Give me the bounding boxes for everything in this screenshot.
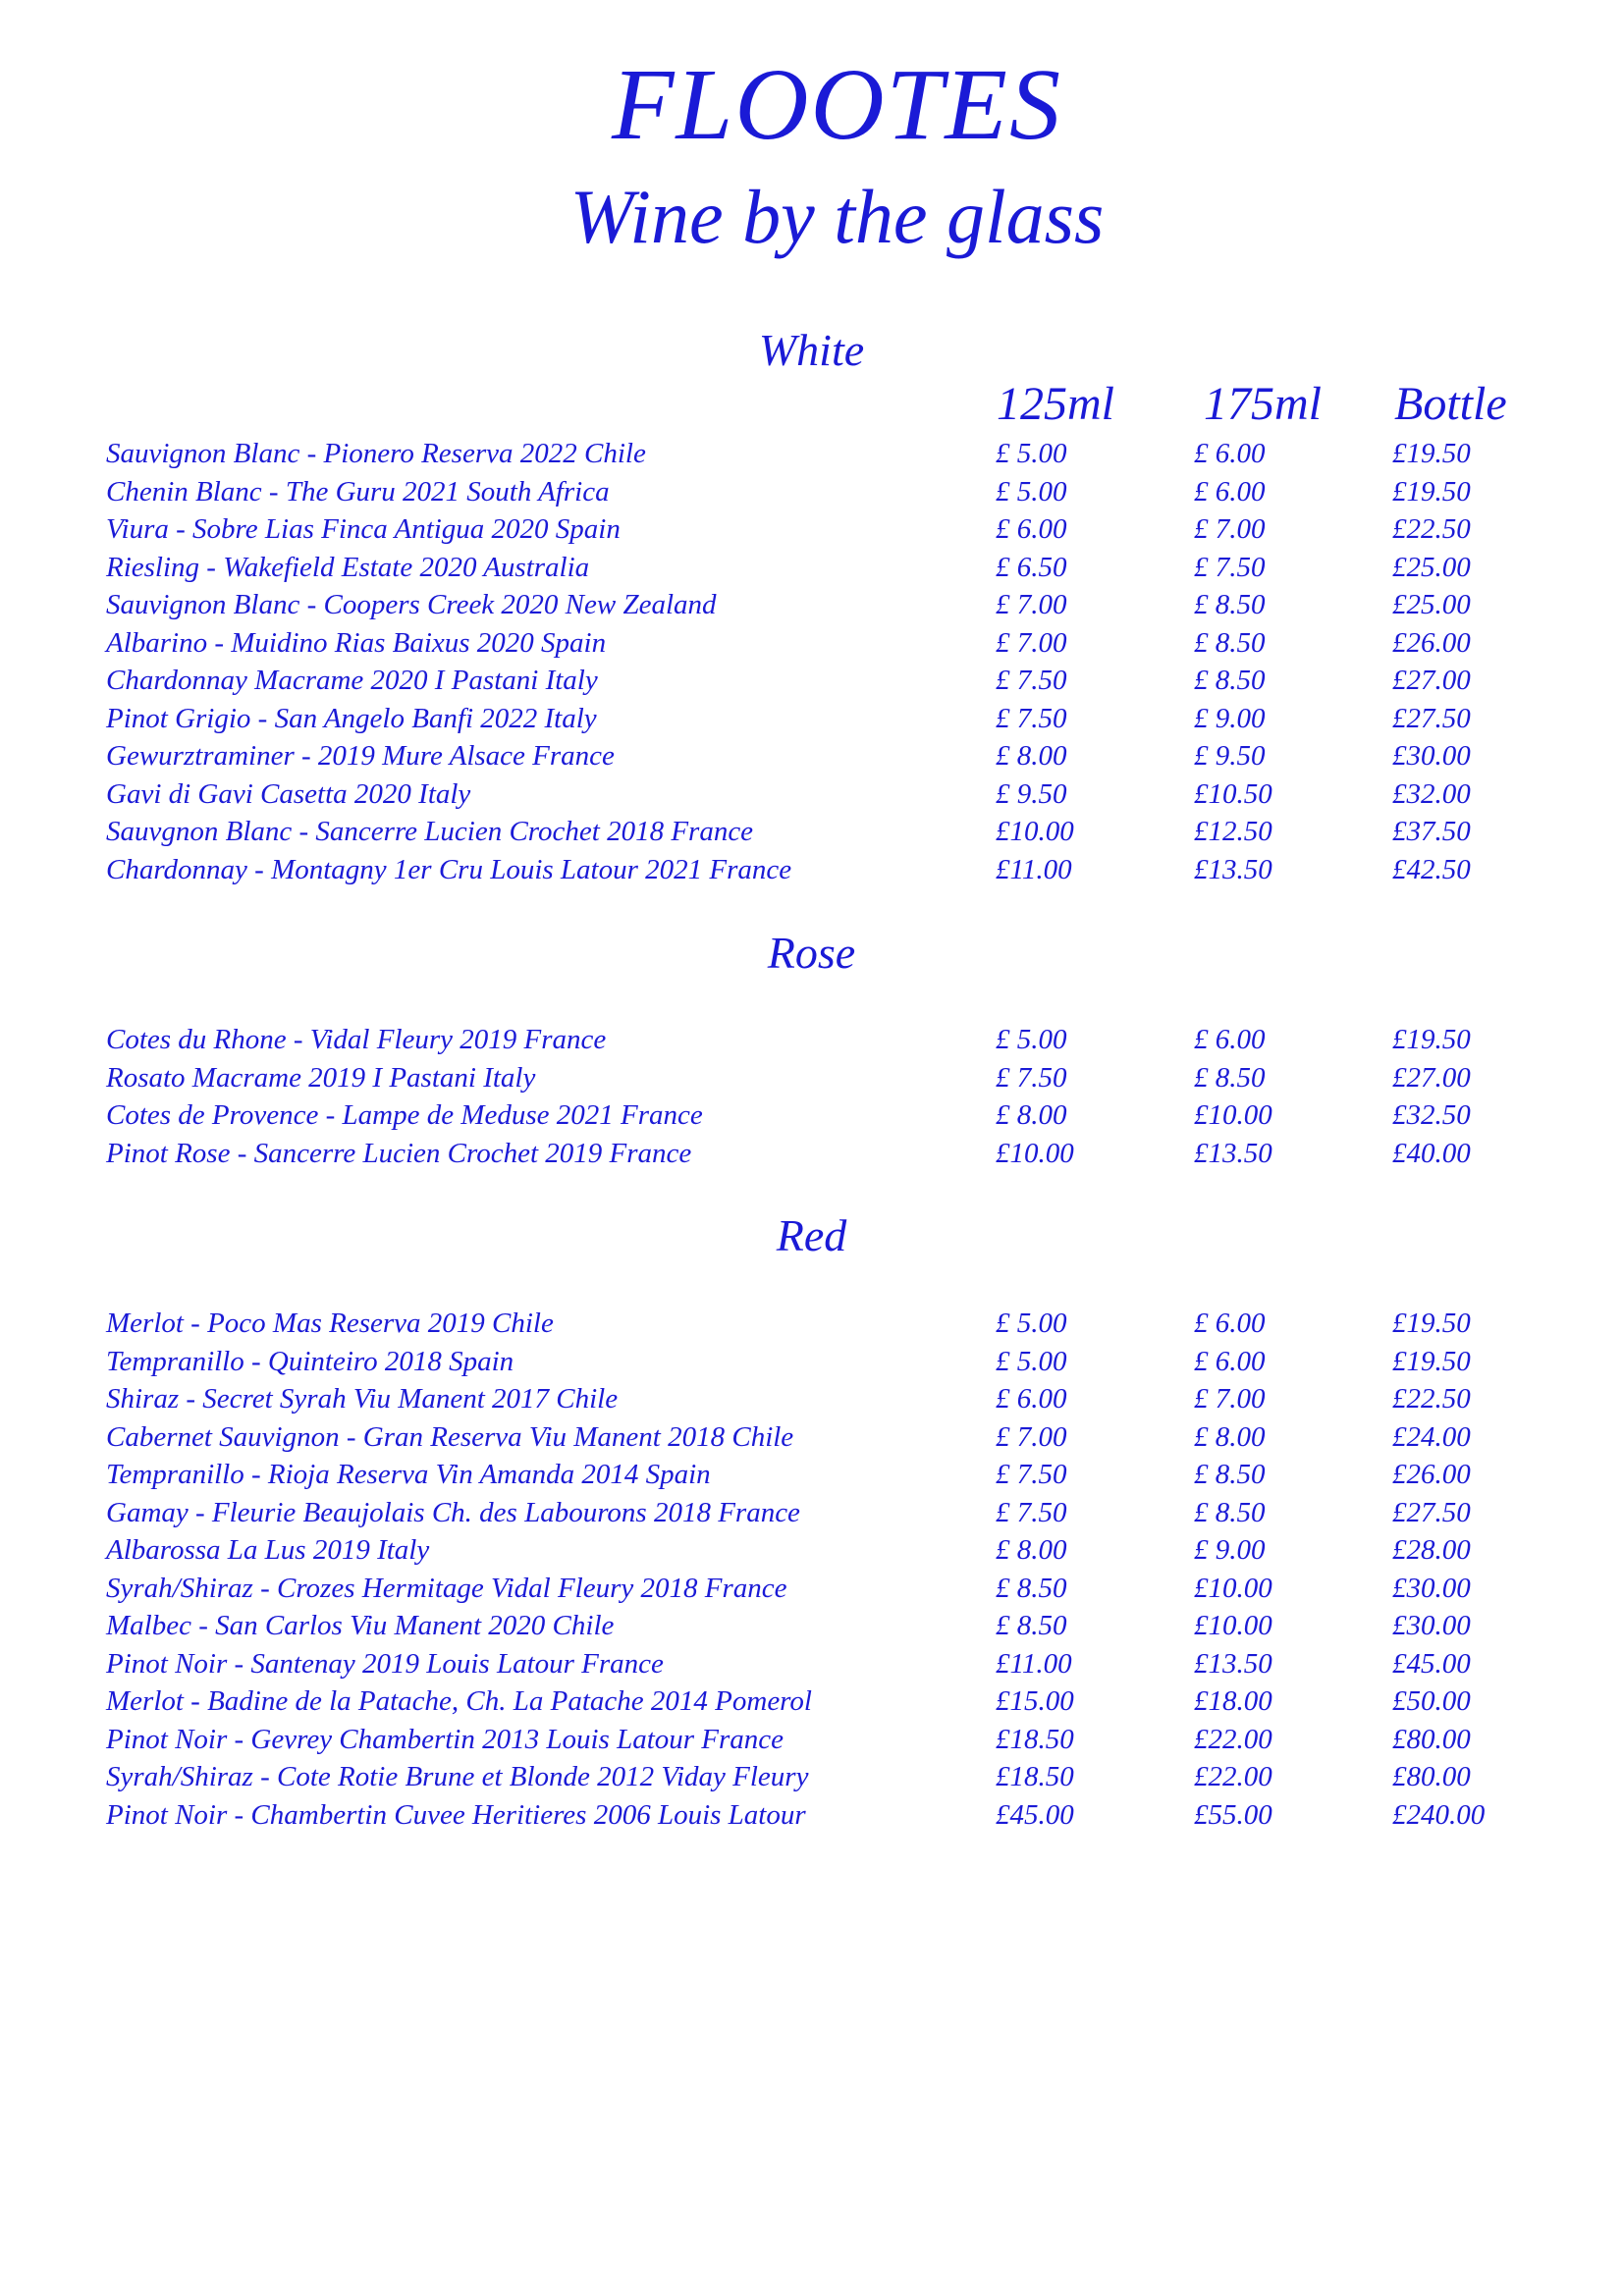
price-125ml: £ 5.00 — [996, 1308, 1067, 1339]
price-175ml: £ 7.00 — [1194, 1383, 1266, 1415]
price-175ml: £ 9.00 — [1194, 1534, 1266, 1566]
wine-row — [0, 1645, 1623, 1683]
wine-row — [0, 1570, 1623, 1608]
price-bottle: £19.50 — [1392, 1345, 1471, 1377]
price-175ml: £10.50 — [1194, 777, 1272, 810]
price-125ml: £11.00 — [996, 853, 1072, 885]
price-175ml: £ 8.50 — [1194, 665, 1266, 696]
price-125ml: £ 6.00 — [996, 513, 1067, 545]
wine-name: Gamay - Fleurie Beaujolais Ch. des Labourons 2018 France — [106, 1496, 800, 1528]
wine-name: Syrah/Shiraz - Cote Rotie Brune et Blonde 2012 Viday Fleury — [106, 1761, 809, 1792]
price-175ml: £ 6.00 — [1194, 475, 1266, 507]
wine-name: Sauvgnon Blanc - Sancerre Lucien Crochet 2018 France — [106, 816, 754, 847]
wine-name: Chardonnay - Montagny 1er Cru Louis Latour 2021 France — [106, 853, 792, 885]
price-bottle: £30.00 — [1392, 1610, 1471, 1641]
wine-name: Merlot - Badine de la Patache, Ch. La Patache 2014 Pomerol — [106, 1685, 812, 1717]
wine-name: Rosato Macrame 2019 I Pastani Italy — [106, 1061, 536, 1094]
price-bottle: £45.00 — [1392, 1647, 1471, 1680]
price-125ml: £ 7.50 — [996, 1496, 1067, 1528]
price-125ml: £ 5.00 — [996, 1345, 1067, 1377]
wine-name: Riesling - Wakefield Estate 2020 Australia — [106, 551, 590, 583]
wine-name: Gewurztraminer - 2019 Mure Alsace France — [106, 740, 615, 772]
wine-row — [0, 813, 1623, 851]
price-175ml: £10.00 — [1194, 1610, 1272, 1641]
section-title-red: Red — [776, 1210, 847, 1260]
price-bottle: £42.50 — [1392, 853, 1471, 885]
wine-name: Merlot - Poco Mas Reserva 2019 Chile — [106, 1308, 554, 1339]
price-175ml: £22.00 — [1194, 1761, 1272, 1792]
price-125ml: £ 7.50 — [996, 1061, 1067, 1094]
brand-title: FLOOTES — [612, 48, 1062, 161]
price-175ml: £ 6.00 — [1194, 1308, 1266, 1339]
price-bottle: £26.00 — [1392, 1459, 1471, 1490]
wine-name: Cabernet Sauvignon - Gran Reserva Viu Manent 2018 Chile — [106, 1420, 794, 1453]
price-bottle: £40.00 — [1392, 1137, 1471, 1169]
price-125ml: £ 7.00 — [996, 1420, 1067, 1453]
price-175ml: £ 8.00 — [1194, 1420, 1266, 1453]
wine-row — [0, 435, 1623, 473]
wine-name: Gavi di Gavi Casetta 2020 Italy — [106, 777, 471, 810]
price-175ml: £ 8.50 — [1194, 1496, 1266, 1528]
price-125ml: £ 7.00 — [996, 626, 1067, 659]
wine-name: Pinot Grigio - San Angelo Banfi 2022 Italy — [106, 702, 597, 734]
price-125ml: £ 8.50 — [996, 1572, 1067, 1604]
wine-name: Cotes de Provence - Lampe de Meduse 2021 France — [106, 1099, 703, 1131]
price-bottle: £19.50 — [1392, 438, 1471, 469]
wine-name: Syrah/Shiraz - Crozes Hermitage Vidal Fleury 2018 France — [106, 1572, 787, 1604]
wine-row — [0, 510, 1623, 549]
price-125ml: £15.00 — [996, 1685, 1074, 1717]
price-175ml: £ 8.50 — [1194, 589, 1266, 620]
wine-row — [0, 775, 1623, 814]
wine-name: Chardonnay Macrame 2020 I Pastani Italy — [106, 665, 598, 696]
price-bottle: £22.50 — [1392, 513, 1471, 545]
wine-row — [0, 586, 1623, 624]
price-125ml: £45.00 — [996, 1798, 1074, 1831]
wine-name: Sauvignon Blanc - Pionero Reserva 2022 Chile — [106, 438, 646, 469]
wine-row — [0, 851, 1623, 889]
price-125ml: £ 8.00 — [996, 740, 1067, 772]
price-125ml: £10.00 — [996, 1137, 1074, 1169]
price-125ml: £ 6.50 — [996, 551, 1067, 583]
price-175ml: £22.00 — [1194, 1723, 1272, 1755]
wine-row — [0, 1059, 1623, 1097]
price-125ml: £ 9.50 — [996, 777, 1067, 810]
price-175ml: £ 8.50 — [1194, 1061, 1266, 1094]
price-bottle: £24.00 — [1392, 1420, 1471, 1453]
price-bottle: £27.50 — [1392, 702, 1471, 734]
wine-row — [0, 1796, 1623, 1835]
price-175ml: £ 7.00 — [1194, 513, 1266, 545]
price-125ml: £ 5.00 — [996, 1024, 1067, 1055]
price-bottle: £19.50 — [1392, 475, 1471, 507]
wine-name: Albarossa La Lus 2019 Italy — [106, 1534, 430, 1566]
price-bottle: £240.00 — [1392, 1798, 1486, 1831]
wine-name: Sauvignon Blanc - Coopers Creek 2020 New Zealand — [106, 589, 717, 620]
price-bottle: £28.00 — [1392, 1534, 1471, 1566]
wine-row — [0, 1758, 1623, 1796]
price-175ml: £12.50 — [1194, 816, 1272, 847]
wine-list-red — [0, 1305, 1623, 1834]
price-175ml: £13.50 — [1194, 853, 1272, 885]
wine-row — [0, 1021, 1623, 1059]
wine-name: Pinot Noir - Gevrey Chambertin 2013 Louis Latour France — [106, 1723, 784, 1755]
wine-name: Cotes du Rhone - Vidal Fleury 2019 France — [106, 1024, 607, 1055]
price-175ml: £ 7.50 — [1194, 551, 1266, 583]
wine-name: Pinot Noir - Santenay 2019 Louis Latour France — [106, 1647, 664, 1680]
wine-name: Chenin Blanc - The Guru 2021 South Africa — [106, 475, 610, 507]
price-bottle: £25.00 — [1392, 551, 1471, 583]
column-header-125ml: 125ml — [997, 378, 1114, 430]
wine-row — [0, 1305, 1623, 1343]
price-125ml: £ 7.50 — [996, 1459, 1067, 1490]
column-header-bottle: Bottle — [1394, 378, 1507, 430]
wine-list-white — [0, 435, 1623, 888]
price-125ml: £ 8.50 — [996, 1610, 1067, 1641]
price-125ml: £18.50 — [996, 1761, 1074, 1792]
price-bottle: £80.00 — [1392, 1723, 1471, 1755]
price-175ml: £13.50 — [1194, 1137, 1272, 1169]
wine-row — [0, 1607, 1623, 1645]
wine-name: Malbec - San Carlos Viu Manent 2020 Chile — [106, 1610, 615, 1641]
price-125ml: £10.00 — [996, 816, 1074, 847]
price-bottle: £27.00 — [1392, 1061, 1471, 1094]
price-175ml: £ 6.00 — [1194, 1345, 1266, 1377]
section-title-white: White — [758, 325, 865, 375]
wine-row — [0, 624, 1623, 663]
wine-row — [0, 1380, 1623, 1418]
price-bottle: £27.00 — [1392, 665, 1471, 696]
wine-name: Shiraz - Secret Syrah Viu Manent 2017 Chile — [106, 1383, 619, 1415]
wine-name: Tempranillo - Quinteiro 2018 Spain — [106, 1345, 514, 1377]
price-bottle: £32.00 — [1392, 777, 1471, 810]
wine-list-rose — [0, 1021, 1623, 1172]
wine-row — [0, 1531, 1623, 1570]
price-175ml: £ 9.00 — [1194, 702, 1266, 734]
price-125ml: £ 8.00 — [996, 1099, 1067, 1131]
wine-row — [0, 1096, 1623, 1135]
price-175ml: £18.00 — [1194, 1685, 1272, 1717]
price-175ml: £ 6.00 — [1194, 1024, 1266, 1055]
price-bottle: £37.50 — [1392, 816, 1471, 847]
price-125ml: £ 5.00 — [996, 438, 1067, 469]
price-175ml: £10.00 — [1194, 1572, 1272, 1604]
wine-name: Tempranillo - Rioja Reserva Vin Amanda 2014 Spain — [106, 1459, 711, 1490]
wine-row — [0, 737, 1623, 775]
wine-row — [0, 1721, 1623, 1759]
wine-row — [0, 1494, 1623, 1532]
wine-name: Pinot Rose - Sancerre Lucien Crochet 2019 France — [106, 1137, 692, 1169]
price-125ml: £ 5.00 — [996, 475, 1067, 507]
wine-row — [0, 662, 1623, 700]
price-bottle: £19.50 — [1392, 1024, 1471, 1055]
price-125ml: £ 7.00 — [996, 589, 1067, 620]
wine-row — [0, 1682, 1623, 1721]
price-bottle: £27.50 — [1392, 1496, 1471, 1528]
price-125ml: £ 7.50 — [996, 665, 1067, 696]
price-175ml: £13.50 — [1194, 1647, 1272, 1680]
price-bottle: £50.00 — [1392, 1685, 1471, 1717]
price-bottle: £22.50 — [1392, 1383, 1471, 1415]
wine-row — [0, 700, 1623, 738]
price-125ml: £18.50 — [996, 1723, 1074, 1755]
price-175ml: £ 8.50 — [1194, 626, 1266, 659]
price-bottle: £25.00 — [1392, 589, 1471, 620]
wine-row — [0, 1343, 1623, 1381]
price-bottle: £30.00 — [1392, 740, 1471, 772]
price-bottle: £32.50 — [1392, 1099, 1471, 1131]
price-125ml: £ 7.50 — [996, 702, 1067, 734]
wine-name: Pinot Noir - Chambertin Cuvee Heritieres 2006 Louis Latour — [106, 1798, 806, 1831]
wine-name: Albarino - Muidino Rias Baixus 2020 Spain — [106, 626, 607, 659]
price-175ml: £ 8.50 — [1194, 1459, 1266, 1490]
section-title-rose: Rose — [767, 928, 856, 978]
price-bottle: £19.50 — [1392, 1308, 1471, 1339]
price-175ml: £10.00 — [1194, 1099, 1272, 1131]
price-125ml: £11.00 — [996, 1647, 1072, 1680]
column-header-175ml: 175ml — [1204, 378, 1322, 430]
wine-row — [0, 473, 1623, 511]
page-subtitle: Wine by the glass — [569, 174, 1105, 259]
wine-row — [0, 549, 1623, 587]
price-175ml: £55.00 — [1194, 1798, 1272, 1831]
price-125ml: £ 8.00 — [996, 1534, 1067, 1566]
wine-row — [0, 1135, 1623, 1173]
wine-name: Viura - Sobre Lias Finca Antigua 2020 Spain — [106, 513, 621, 545]
wine-row — [0, 1456, 1623, 1494]
price-175ml: £ 6.00 — [1194, 438, 1266, 469]
wine-row — [0, 1418, 1623, 1457]
price-bottle: £26.00 — [1392, 626, 1471, 659]
price-bottle: £80.00 — [1392, 1761, 1471, 1792]
price-125ml: £ 6.00 — [996, 1383, 1067, 1415]
price-bottle: £30.00 — [1392, 1572, 1471, 1604]
price-175ml: £ 9.50 — [1194, 740, 1266, 772]
